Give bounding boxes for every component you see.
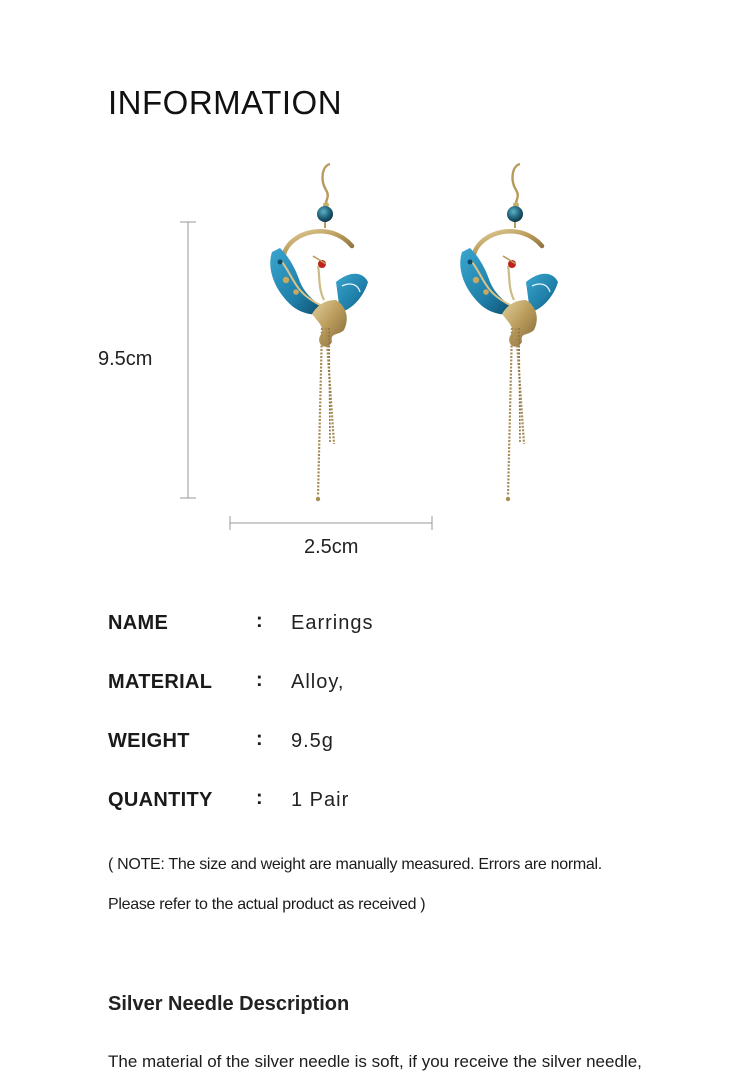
spec-value: 1 Pair [291,789,350,811]
spec-colon: : [256,610,263,632]
spec-colon: : [256,728,263,750]
spec-row-name [108,604,668,663]
spec-colon: : [256,669,263,691]
width-measure-line [230,516,432,530]
measurement-note-line-1: ( NOTE: The size and weight are manually measured. Errors are normal. [108,856,602,873]
height-measure-line [180,222,196,498]
silver-needle-heading: Silver Needle Description [108,993,350,1015]
silver-needle-body: The material of the silver needle is soft, if you receive the silver needle, [108,1052,642,1071]
spec-key: WEIGHT [108,730,190,752]
spec-row-quantity [108,781,668,840]
spec-colon: : [256,787,263,809]
measurement-note-line-2: Please refer to the actual product as received ) [108,896,426,913]
spec-row-weight [108,722,668,781]
width-dimension-label: 2.5cm [304,536,359,558]
spec-key: NAME [108,612,169,634]
spec-table [108,604,668,840]
spec-value: Earrings [291,612,374,634]
spec-row-material [108,663,668,722]
spec-key: MATERIAL [108,671,213,693]
height-dimension-label: 9.5cm [98,348,153,370]
page-title: INFORMATION [108,84,343,121]
spec-key: QUANTITY [108,789,213,811]
spec-value: 9.5g [291,730,334,752]
earring-left-image [270,164,368,501]
earring-right-image [460,164,558,501]
spec-value: Alloy, [291,671,345,693]
